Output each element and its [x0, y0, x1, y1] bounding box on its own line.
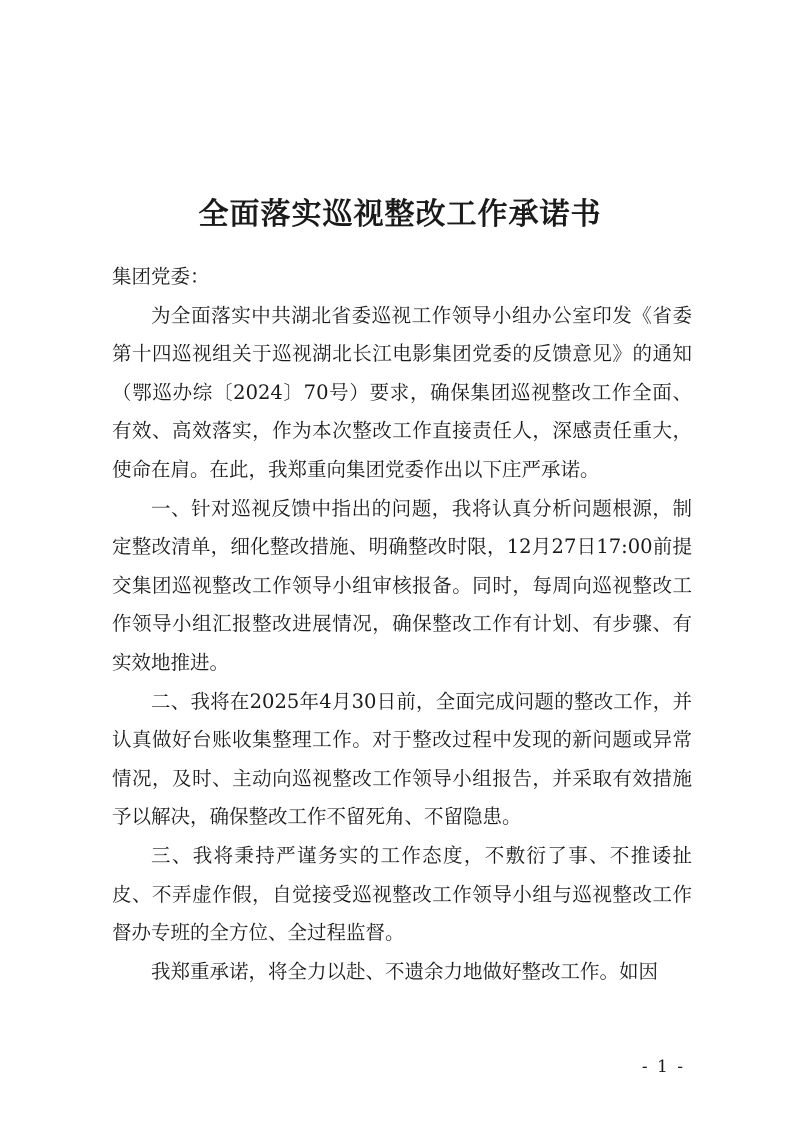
page-number: - 1 -	[641, 1057, 685, 1077]
paragraph-commitment-3: 三、我将秉持严谨务实的工作态度，不敷衍了事、不推诿扯皮、不弄虚作假，自觉接受巡视整改工作领导小组与巡视整改工作督办专班的全方位、全过程监督。	[112, 843, 692, 945]
paragraph-commitment-1: 一、针对巡视反馈中指出的问题，我将认真分析问题根源，制定整改清单，细化整改措施、明确整改时限，12月27日17:00前提交集团巡视整改工作领导小组审核报备。同时，每周向巡视整改工作领导小组汇报整改进展情况，确保整改工作有计划、有步骤、有实效地推进。	[112, 496, 692, 674]
document-body	[112, 258, 692, 991]
paragraph-closing: 我郑重承诺，将全力以赴、不遗余力地做好整改工作。如因	[151, 959, 659, 983]
document-title: 全面落实巡视整改工作承诺书	[198, 197, 602, 232]
paragraph-commitment-2: 二、我将在2025年4月30日前，全面完成问题的整改工作，并认真做好台账收集整理工作。对于整改过程中发现的新问题或异常情况，及时、主动向巡视整改工作领导小组报告，并采取有效措施予以解决，确保整改工作不留死角、不留隐患。	[112, 689, 692, 829]
paragraph-intro: 为全面落实中共湖北省委巡视工作领导小组办公室印发《省委第十四巡视组关于巡视湖北长江电影集团党委的反馈意见》的通知（鄂巡办综〔2024〕70号）要求，确保集团巡视整改工作全面、有效、高效落实，作为本次整改工作直接责任人，深感责任重大，使命在肩。在此，我郑重向集团党委作出以下庄严承诺。	[112, 303, 692, 481]
salutation: 集团党委：	[112, 265, 210, 288]
